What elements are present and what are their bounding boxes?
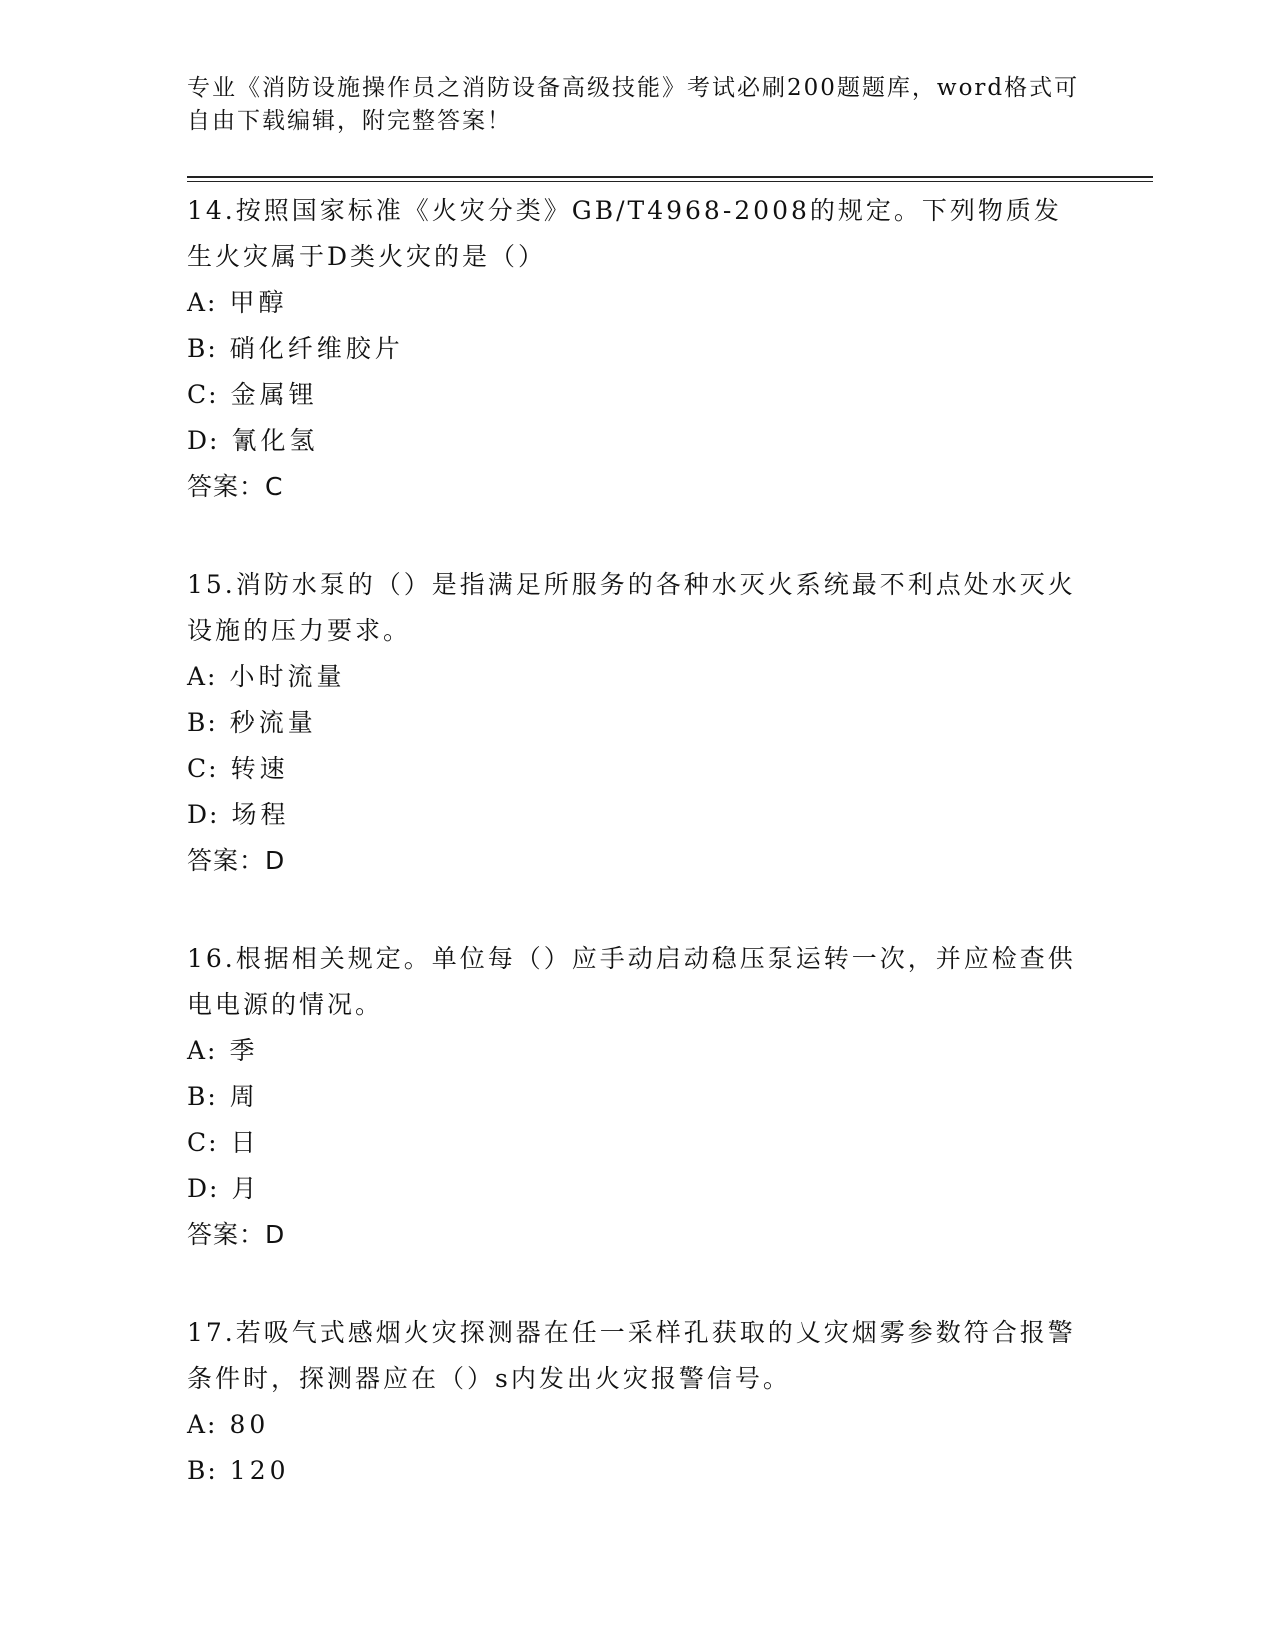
answer-label: 答案：C	[187, 472, 284, 501]
header-line-2: 自由下载编辑，附完整答案！	[187, 108, 512, 134]
option-text: 月	[231, 1174, 261, 1203]
question-stem: 15.消防水泵的（）是指满足所服务的各种水灭火系统最不利点处水灭火设施的压力要求。	[187, 570, 1076, 645]
option-text: 硝化纤维胶片	[229, 334, 404, 363]
option-text: 氰化氢	[231, 426, 319, 455]
question-stem: 14.按照国家标准《火灾分类》GB/T4968-2008的规定。下列物质发生火灾属于D类火灾的是（）	[187, 196, 1062, 271]
option-key: A:	[187, 288, 218, 317]
option-text: 80	[229, 1410, 270, 1439]
option-key: D:	[187, 800, 220, 829]
question-stem: 16.根据相关规定。单位每（）应手动启动稳压泵运转一次，并应检查供电电源的情况。	[187, 944, 1076, 1019]
option-key: B:	[187, 1456, 218, 1485]
option-key: D:	[187, 426, 220, 455]
answer-label: 答案：D	[187, 1220, 286, 1249]
option-key: C:	[187, 380, 219, 409]
option-text: 季	[229, 1036, 259, 1065]
option-key: A:	[187, 662, 218, 691]
option-d	[187, 792, 1087, 838]
option-c	[187, 372, 1087, 418]
option-d	[187, 1166, 1087, 1212]
option-a	[187, 1402, 1087, 1448]
option-a	[187, 1028, 1087, 1074]
option-a	[187, 280, 1087, 326]
question-15	[187, 562, 1087, 884]
question-16	[187, 936, 1087, 1258]
option-text: 小时流量	[229, 662, 346, 691]
header-rule-thin	[187, 181, 1153, 182]
option-text: 日	[230, 1128, 260, 1157]
document-header	[187, 72, 1087, 138]
option-text: 秒流量	[229, 708, 317, 737]
option-key: B:	[187, 1082, 218, 1111]
option-c	[187, 746, 1087, 792]
question-list	[187, 188, 1087, 1546]
option-c	[187, 1120, 1087, 1166]
option-text: 转速	[230, 754, 289, 783]
header-line-1: 专业《消防设施操作员之消防设备高级技能》考试必刷200题题库，word格式可	[187, 75, 1080, 101]
option-a	[187, 654, 1087, 700]
option-key: A:	[187, 1036, 218, 1065]
option-b	[187, 326, 1087, 372]
option-key: B:	[187, 334, 218, 363]
option-b	[187, 1074, 1087, 1120]
question-14	[187, 188, 1087, 510]
option-key: A:	[187, 1410, 218, 1439]
option-d	[187, 418, 1087, 464]
option-b	[187, 700, 1087, 746]
option-key: D:	[187, 1174, 220, 1203]
option-text: 甲醇	[229, 288, 288, 317]
option-text: 金属锂	[230, 380, 318, 409]
option-key: B:	[187, 708, 218, 737]
question-17	[187, 1310, 1087, 1494]
option-text: 周	[229, 1082, 259, 1111]
option-text: 120	[229, 1456, 290, 1485]
header-rule-thick	[187, 176, 1153, 178]
question-stem: 17.若吸气式感烟火灾探测器在任一采样孔获取的乂灾烟雾参数符合报警条件时，探测器应在（）s内发出火灾报警信号。	[187, 1318, 1076, 1393]
option-text: 场程	[231, 800, 290, 829]
option-key: C:	[187, 1128, 219, 1157]
option-key: C:	[187, 754, 219, 783]
option-b	[187, 1448, 1087, 1494]
answer-label: 答案：D	[187, 846, 286, 875]
